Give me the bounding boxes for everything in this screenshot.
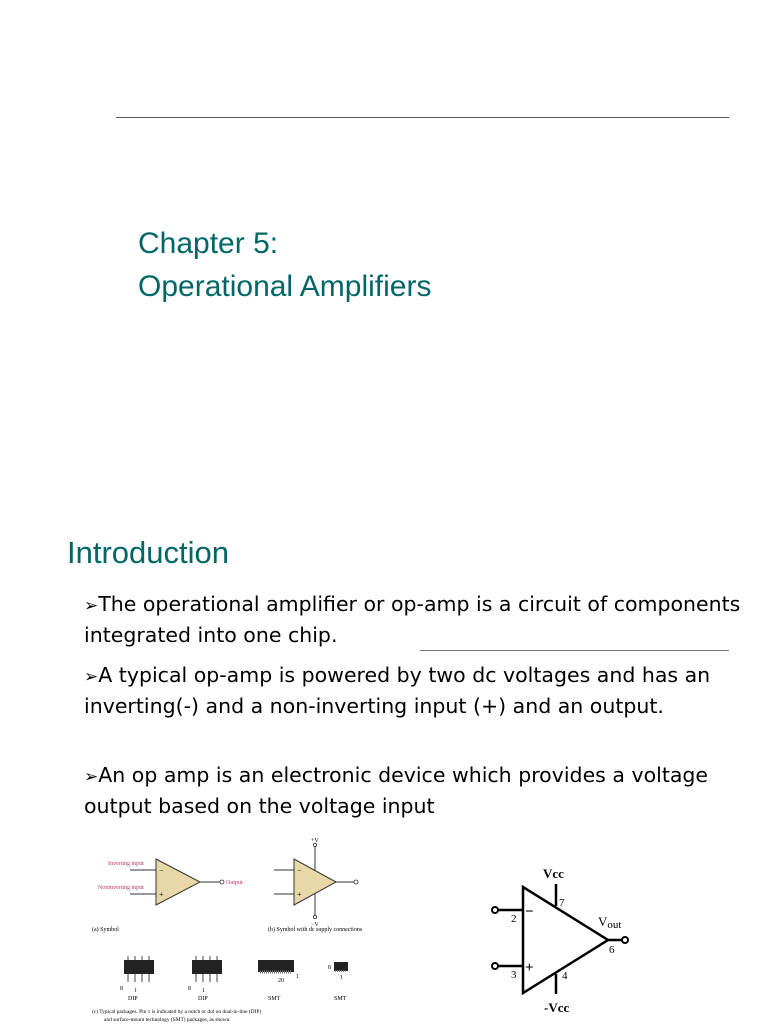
pin-6-label: 6 bbox=[609, 944, 615, 956]
opamp-textbook-figure bbox=[88, 836, 400, 1024]
pin-number: 8 bbox=[188, 986, 191, 992]
pin-7-label: 7 bbox=[559, 897, 565, 909]
minus-sign: − bbox=[297, 866, 302, 875]
bullet-item-3 bbox=[84, 761, 754, 821]
pin-number: 8 bbox=[328, 965, 331, 971]
vcc-label: Vcc bbox=[543, 866, 564, 881]
slide2-divider bbox=[420, 650, 729, 651]
caption-a: (a) Symbol bbox=[92, 927, 119, 933]
smt-chip-icon bbox=[328, 962, 348, 1002]
caption-c-line2: and surface-mount technology (SMT) packages, as shown. bbox=[104, 1017, 231, 1023]
caption-c-line1: (c) Typical packages. Pin 1 is indicated by a notch or dot on dual-in-line (DIP) bbox=[92, 1009, 262, 1015]
minus-sign: − bbox=[159, 866, 164, 875]
package-label: SMT bbox=[334, 996, 347, 1002]
neg-vcc-label: -Vcc bbox=[544, 1000, 570, 1015]
smt-chip-icon bbox=[258, 960, 299, 1002]
package-label: DIP bbox=[198, 996, 208, 1002]
chip-packages bbox=[92, 956, 348, 1023]
pin-number: 1 bbox=[296, 974, 299, 980]
introduction-heading: Introduction bbox=[67, 535, 229, 570]
bullet-text: An op amp is an electronic device which provides a voltage output based on the voltage input bbox=[84, 763, 709, 818]
plus-v-label: +V bbox=[311, 838, 319, 844]
minus-sign: − bbox=[525, 904, 534, 920]
pin-number: 1 bbox=[134, 988, 137, 994]
bullet-arrow-icon: ➢ bbox=[84, 596, 99, 616]
plus-sign: + bbox=[159, 890, 164, 899]
pin-number: 1 bbox=[202, 988, 205, 994]
noninverting-input-label: Noninverting input bbox=[98, 885, 144, 891]
output-label: Output bbox=[226, 880, 243, 886]
pin-3-label: 3 bbox=[511, 969, 517, 981]
pin-number: 1 bbox=[340, 975, 343, 981]
package-label: SMT bbox=[268, 996, 281, 1002]
bullet-text: A typical op-amp is powered by two dc voltages and has an inverting(-) and a non-inverting input (+) and an output. bbox=[84, 663, 711, 718]
dip-chip-icon bbox=[120, 956, 154, 1002]
pin-4-label: 4 bbox=[562, 970, 568, 982]
inverting-input-label: Inverting input bbox=[108, 861, 144, 867]
chapter-title bbox=[138, 222, 431, 308]
chapter-title-line1: Chapter 5: bbox=[138, 227, 279, 260]
package-label: DIP bbox=[128, 996, 138, 1002]
opamp-pinout-schematic bbox=[480, 860, 650, 1024]
pin-2-label: 2 bbox=[511, 913, 517, 925]
plus-sign: + bbox=[297, 890, 302, 899]
caption-b: (b) Symbol with dc supply connections bbox=[268, 927, 363, 933]
pin-number: 20 bbox=[278, 978, 284, 984]
plus-sign: + bbox=[525, 960, 534, 976]
bullet-item-2 bbox=[84, 661, 754, 721]
bullet-arrow-icon: ➢ bbox=[84, 667, 99, 687]
opamp-symbol-a bbox=[92, 859, 243, 933]
bullet-text: The operational amplifier or op-amp is a circuit of components integrated into one chip. bbox=[84, 592, 741, 647]
pin-number: 8 bbox=[120, 986, 123, 992]
minus-v-label: −V bbox=[311, 922, 319, 928]
bullet-item-1 bbox=[84, 590, 754, 650]
chapter-title-line2: Operational Amplifiers bbox=[138, 270, 432, 303]
dip-chip-icon bbox=[188, 956, 222, 1002]
bullet-arrow-icon: ➢ bbox=[84, 767, 99, 787]
vout-label: Vout bbox=[598, 914, 622, 931]
opamp-symbol-b bbox=[268, 838, 363, 933]
slide1-divider bbox=[116, 117, 729, 118]
